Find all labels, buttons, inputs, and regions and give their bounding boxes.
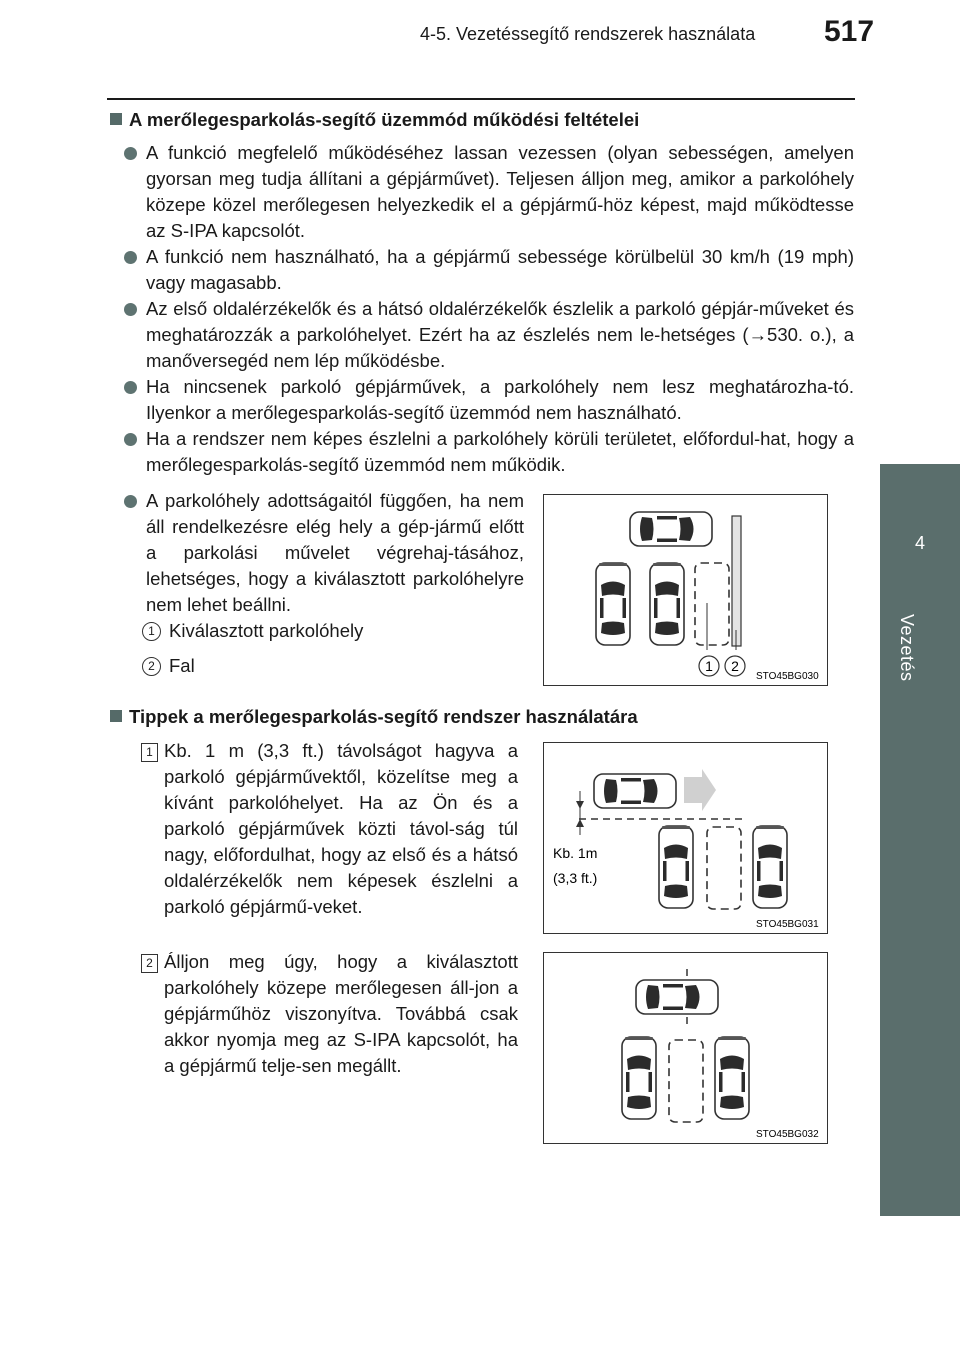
legend-label: Fal	[169, 655, 195, 676]
list-item	[124, 426, 854, 478]
step-number-badge: 2	[141, 954, 158, 973]
car-icon	[753, 826, 787, 908]
section-heading-conditions	[110, 109, 639, 131]
list-item	[124, 374, 854, 426]
selected-space-outline	[707, 827, 741, 909]
figure-code: STO45BG031	[756, 919, 819, 930]
figure-perpendicular-stop	[543, 952, 828, 1144]
section-heading-text: Tippek a merőlegesparkolás-segítő rendszer használatára	[129, 706, 638, 727]
round-bullet-icon	[124, 381, 137, 394]
legend-label: Kiválasztott parkolóhely	[169, 620, 364, 641]
selected-space-outline	[695, 563, 729, 645]
round-bullet-icon	[124, 495, 137, 508]
figure-approach-distance	[543, 742, 828, 934]
distance-label: Kb. 1m	[553, 845, 598, 861]
car-icon	[659, 826, 693, 908]
list-item	[124, 296, 854, 374]
distance-label: (3,3 ft.)	[553, 870, 598, 886]
car-icon	[594, 774, 676, 808]
car-icon	[636, 980, 718, 1014]
bullet-text: A funkció megfelelő működéséhez lassan vezessen (olyan sebességen, amelyen gyorsan meg tudja állítani a gépjárművet). Teljesen álljon meg, amikor a parkolóhely közepe közel merőlegesen helyezkedik el a gépjármű-höz képest, majd működtesse az S-IPA kapcsolót.	[146, 142, 854, 241]
step-number-badge: 1	[141, 743, 158, 762]
list-item	[124, 488, 524, 618]
car-icon	[622, 1037, 656, 1119]
car-icon	[630, 512, 712, 546]
legend-item	[142, 620, 363, 642]
step-text: Kb. 1 m (3,3 ft.) távolságot hagyva a parkoló gépjárművektől, közelítse meg a kívánt parkolóhelyet. Ha az Ön és a parkoló gépjárművek közti távol-ság túl nagy, előfordulhat, hogy az első és a hátsó oldalérzékelők nem képesek észlelni a parkoló gépjármű-veket.	[164, 740, 518, 917]
header-rule	[107, 98, 855, 100]
figure-code: STO45BG032	[756, 1129, 819, 1140]
callout-number: 1	[142, 622, 161, 641]
callout-label: 1	[705, 658, 713, 674]
section-heading-text: A merőlegesparkolás-segítő üzemmód működési feltételei	[129, 109, 640, 130]
bullet-text: Ha nincsenek parkoló gépjárművek, a parkolóhely nem lesz meghatározha-tó. Ilyenkor a merőlegesparkolás-segítő üzemmód nem használható.	[146, 376, 854, 423]
bullet-text: Ha a rendszer nem képes észlelni a parkolóhely körüli területet, előfordul-hat, hogy a merőlegesparkolás-segítő üzemmód nem működik.	[146, 428, 854, 475]
list-item	[124, 140, 854, 244]
car-icon	[650, 563, 684, 645]
callout-label: 2	[731, 658, 739, 674]
round-bullet-icon	[124, 433, 137, 446]
legend-item	[142, 655, 195, 677]
bullet-text: Az első oldalérzékelők és a hátsó oldalérzékelők észlelik a parkoló gépjár-műveket és meghatározzák a parkolóhelyet. Ezért ha az észlelés nem le-hetséges (→530. o.), a manőversegéd nem lép működésbe.	[146, 298, 854, 371]
page-number: 517	[824, 15, 875, 48]
selected-space-outline	[669, 1040, 703, 1122]
chapter-label: Vezetés	[897, 614, 917, 682]
wall-shape	[732, 516, 741, 646]
direction-arrow-icon	[684, 769, 716, 811]
header-section-title: 4-5. Vezetéssegítő rendszerek használata	[420, 24, 756, 44]
car-icon	[596, 563, 630, 645]
square-bullet-icon	[110, 710, 122, 722]
callout-number: 2	[142, 657, 161, 676]
square-bullet-icon	[110, 113, 122, 125]
bullet-text: A parkolóhely adottságaitól függően, ha nem áll rendelkezésre elég hely a gép-jármű előtt a parkolási művelet végrehaj-tásához, lehetséges, hogy a kiválasztott parkolóhelyre nem lehet beállni.	[146, 490, 524, 615]
bullet-text: A funkció nem használható, ha a gépjármű sebessége körülbelül 30 km/h (19 mph) vagy magasabb.	[146, 246, 854, 293]
chapter-number: 4	[914, 533, 925, 553]
section-heading-tips	[110, 706, 638, 728]
chapter-side-tab	[880, 464, 960, 1216]
round-bullet-icon	[124, 147, 137, 160]
list-item	[124, 244, 854, 296]
figure-code: STO45BG030	[756, 671, 819, 682]
round-bullet-icon	[124, 251, 137, 264]
step-text: Álljon meg úgy, hogy a kiválasztott parkolóhely közepe merőlegesen áll-jon a gépjárműhöz viszonyítva. Továbbá csak akkor nyomja meg az S-IPA kapcsolót, ha a gépjármű telje-sen megállt.	[164, 951, 518, 1076]
round-bullet-icon	[124, 303, 137, 316]
figure-parking-space-wall	[543, 494, 828, 686]
car-icon	[715, 1037, 749, 1119]
